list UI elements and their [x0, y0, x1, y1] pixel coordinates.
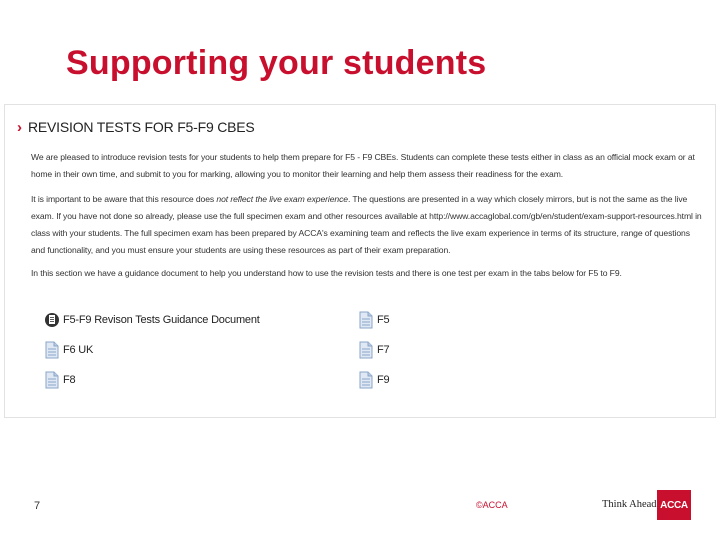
document-icon: [45, 341, 59, 359]
document-link-guidance[interactable]: [45, 311, 260, 329]
acca-logo: ACCA: [657, 490, 691, 520]
slide-title: Supporting your students: [66, 44, 487, 82]
page-number: 7: [34, 500, 41, 512]
document-label[interactable]: F6 UK: [63, 344, 94, 356]
document-link-f6-uk[interactable]: [45, 341, 93, 359]
webpage-screenshot: [4, 104, 716, 418]
document-label[interactable]: F7: [377, 344, 390, 356]
document-link-f5[interactable]: [359, 311, 389, 329]
document-icon: [359, 311, 373, 329]
document-icon: [359, 341, 373, 359]
document-link-f7[interactable]: [359, 341, 389, 359]
section-title: REVISION TESTS FOR F5-F9 CBES: [28, 119, 255, 135]
document-label[interactable]: F5-F9 Revison Tests Guidance Document: [63, 314, 260, 326]
document-icon: [359, 371, 373, 389]
pdf-icon: [45, 311, 59, 329]
chevron-right-icon: ›: [17, 118, 22, 136]
copyright-text: ©ACCA: [476, 500, 508, 510]
document-icon: [45, 371, 59, 389]
document-link-f8[interactable]: [45, 371, 75, 389]
awareness-text-start: It is important to be aware that this resource does: [31, 194, 217, 204]
document-label[interactable]: F9: [377, 374, 390, 386]
awareness-emphasis: not reflect the live exam experience: [216, 194, 348, 204]
document-label[interactable]: F8: [63, 374, 76, 386]
intro-paragraph: We are pleased to introduce revision tests for your students to help them prepare for F5 - F9 CBEs. Students can complete these tests either in class as an official mock exam or at home in their own time, and submit to you for marking, allowing you to monitor their learning and help them assess their readiness for the exam.: [31, 152, 695, 179]
section-header: [17, 119, 255, 135]
document-link-f9[interactable]: [359, 371, 389, 389]
section-description: In this section we have a guidance document to help you understand how to use the revision tests and there is one test per exam in the tabs below for F5 to F9.: [31, 268, 622, 278]
tagline: Think Ahead: [602, 499, 657, 510]
awareness-text-end: . The questions are presented in a way which closely mirrors, but is not the same as the live exam. If you have not done so already, please use the full specimen exam and other resources available at http://www.accaglobal.com/gb/en/student/exam-support-resources.html in class with your students. The full specimen exam has been prepared by ACCA's examining team and reflects the live exam experience in terms of its structure, range of questions and functionality, and you must ensure your students are using these resources as part of their exam preparation.: [31, 194, 702, 255]
document-list: [45, 311, 705, 395]
document-label[interactable]: F5: [377, 314, 390, 326]
awareness-paragraph: [31, 191, 703, 259]
